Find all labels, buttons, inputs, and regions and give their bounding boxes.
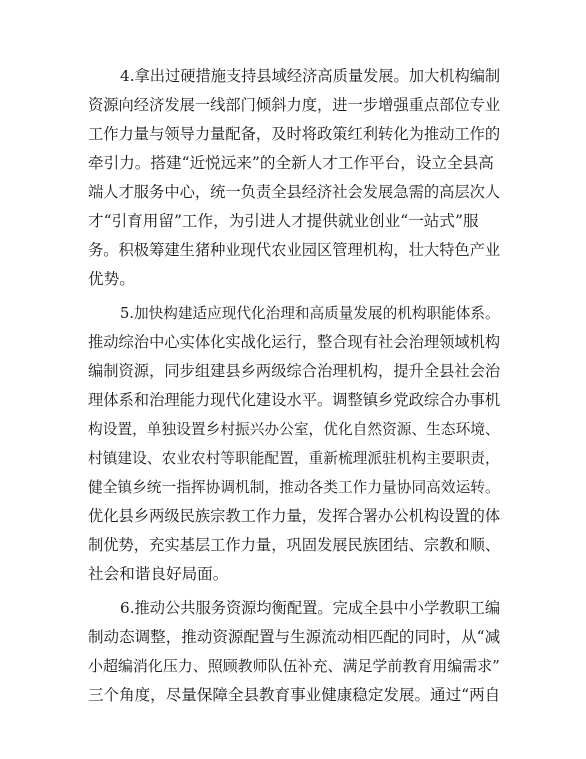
text-line: 6.推动公共服务资源均衡配置。完成全县中小学教职工编 [120,599,501,617]
text-line: 4.拿出过硬措施支持县域经济高质量发展。加大机构编制 [120,67,501,85]
text-line: 编制资源，同步组建县乡两级综合治理机构，提升全县社会治 [88,362,501,380]
text-line: 牵引力。搭建“近悦远来”的全新人才工作平台，设立全县高 [88,154,494,172]
text-line: 构设置，单独设置乡村振兴办公室，优化自然资源、生态环境、 [88,421,500,438]
document-page [88,62,500,715]
text-line: 推动综治中心实体化实战化运行，整合现有社会治理领域机构 [88,333,501,351]
text-line: 理体系和治理能力现代化建设水平。调整镇乡党政综合办事机 [88,391,501,409]
text-line: 资源向经济发展一线部门倾斜力度，进一步增强重点部位专业 [88,96,501,114]
text-line: 5.加快构建适应现代化治理和高质量发展的机构职能体系。 [120,305,500,322]
text-line: 优势。 [88,270,135,288]
text-line: 三个角度，尽量保障全县教育事业健康稳定发展。通过“两自 [88,686,501,704]
text-line: 制优势，充实基层工作力量，巩固发展民族团结、宗教和顺、 [88,536,501,554]
paragraph-6 [88,594,500,710]
paragraph-4 [88,62,500,294]
text-line: 制动态调整，推动资源配置与生源流动相匹配的同时，从“减 [88,628,501,646]
text-line: 优化县乡两级民族宗教工作力量，发挥合署办公机构设置的体 [88,507,501,525]
text-line: 务。积极筹建生猪种业现代农业园区管理机构，壮大特色产业 [88,241,501,259]
text-line: 才“引育用留”工作，为引进人才提供就业创业“一站式”服 [88,212,479,230]
text-line: 小超编消化压力、照顾教师队伍补充、满足学前教育用编需求” [88,657,500,675]
text-line: 村镇建设、农业农村等职能配置，重新梳理派驻机构主要职责， [88,450,500,467]
text-line: 社会和谐良好局面。 [88,565,229,583]
paragraph-5 [88,299,500,589]
text-line: 端人才服务中心，统一负责全县经济社会发展急需的高层次人 [88,183,501,201]
text-line: 健全镇乡统一指挥协调机制，推动各类工作力量协同高效运转。 [88,479,500,496]
text-line: 工作力量与领导力量配备，及时将政策红利转化为推动工作的 [88,125,501,143]
